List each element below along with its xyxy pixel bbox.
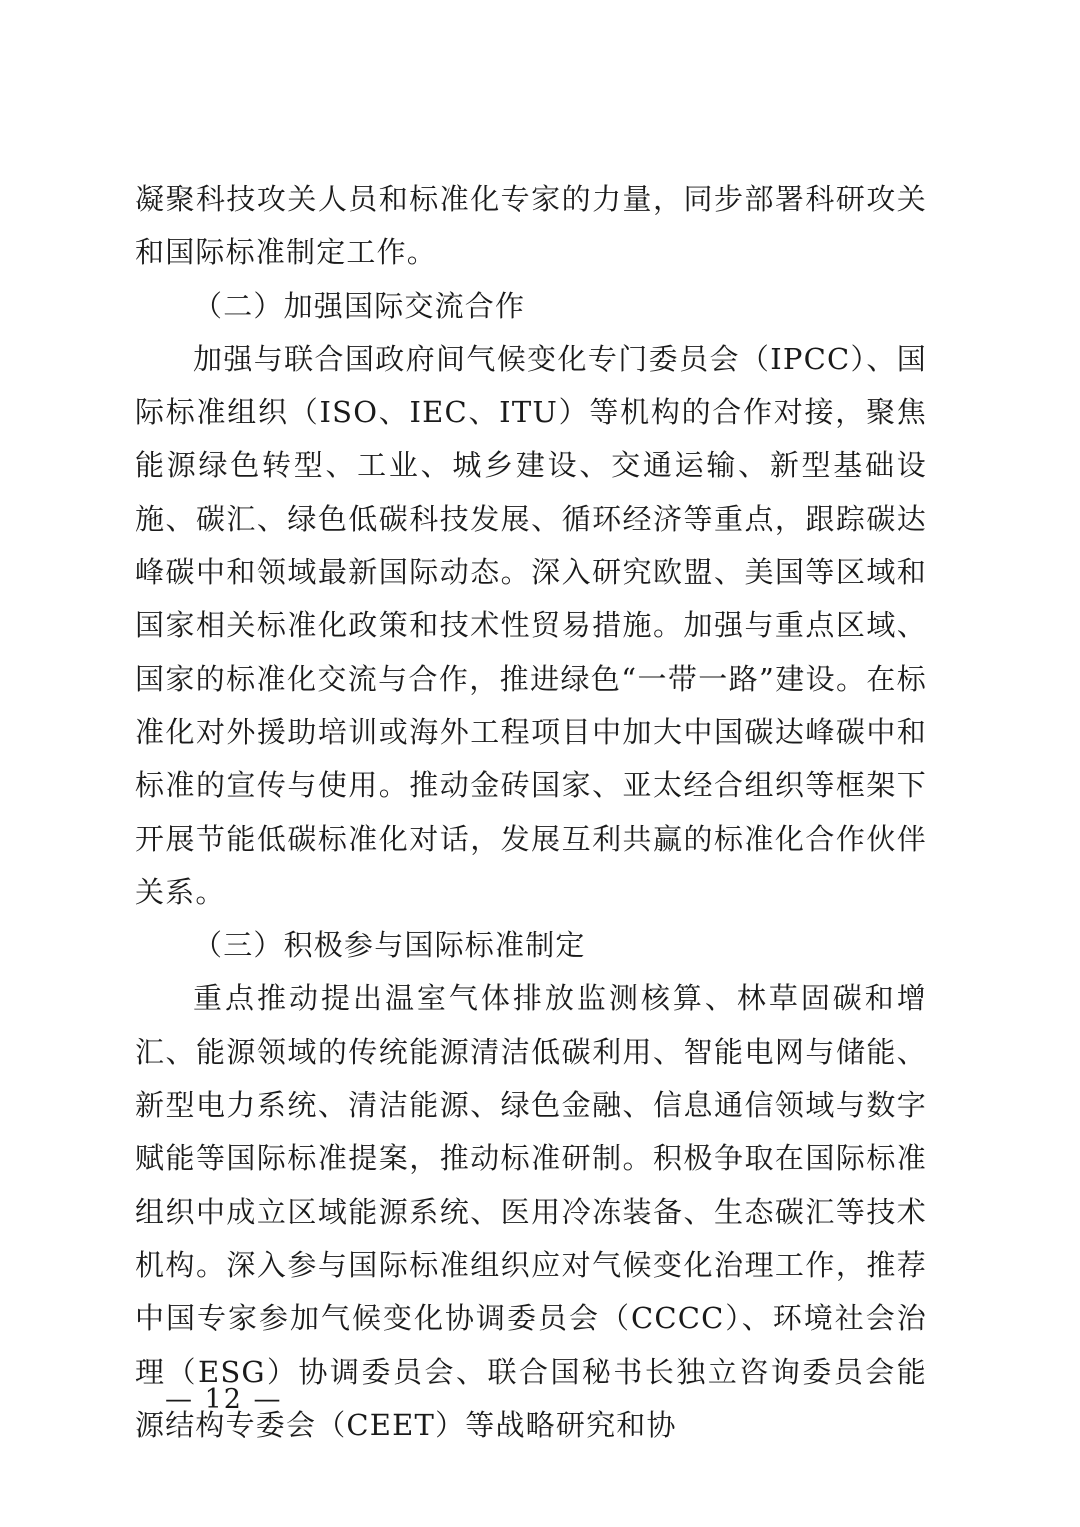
paragraph-continued: 凝聚科技攻关人员和标准化专家的力量，同步部署科研攻关和国际标准制定工作。 [135, 182, 927, 270]
page-number: — 12 — [165, 1384, 283, 1415]
paragraph-international-standards: 重点推动提出温室气体排放监测核算、林草固碳和增汇、能源领域的传统能源清洁低碳利用、智能电网与储能、新型电力系统、清洁能源、绿色金融、信息通信领域与数字赋能等国际标准提案，推动标准研制。积极争取在国际标准组织中成立区域能源系统、医用冷冻装备、生态碳汇等技术机构。深入参与国际标准组织应对气候变化治理工作，推荐中国专家参加气候变化协调委员会（CCCC）、环境社会治理（ESG）协调委员会、联合国秘书长独立咨询委员会能源结构专委会（CEET）等战略研究和协 [135, 981, 927, 1442]
section-heading-2: （二）加强国际交流合作 [193, 288, 526, 323]
paragraph-international-exchange: 加强与联合国政府间气候变化专门委员会（IPCC）、国际标准组织（ISO、IEC、ITU）等机构的合作对接，聚焦能源绿色转型、工业、城乡建设、交通运输、新型基础设施、碳汇、绿色低碳科技发展、循环经济等重点，跟踪碳达峰碳中和领域最新国际动态。深入研究欧盟、美国等区域和国家相关标准化政策和技术性贸易措施。加强与重点区域、国家的标准化交流与合作，推进绿色“一带一路”建设。在标准化对外援助培训或海外工程项目中加大中国碳达峰碳中和标准的宣传与使用。推动金砖国家、亚太经合组织等框架下开展节能低碳标准化对话，发展互利共赢的标准化合作伙伴关系。 [135, 341, 927, 909]
document-body [135, 173, 927, 1452]
section-heading-3: （三）积极参与国际标准制定 [193, 928, 586, 963]
